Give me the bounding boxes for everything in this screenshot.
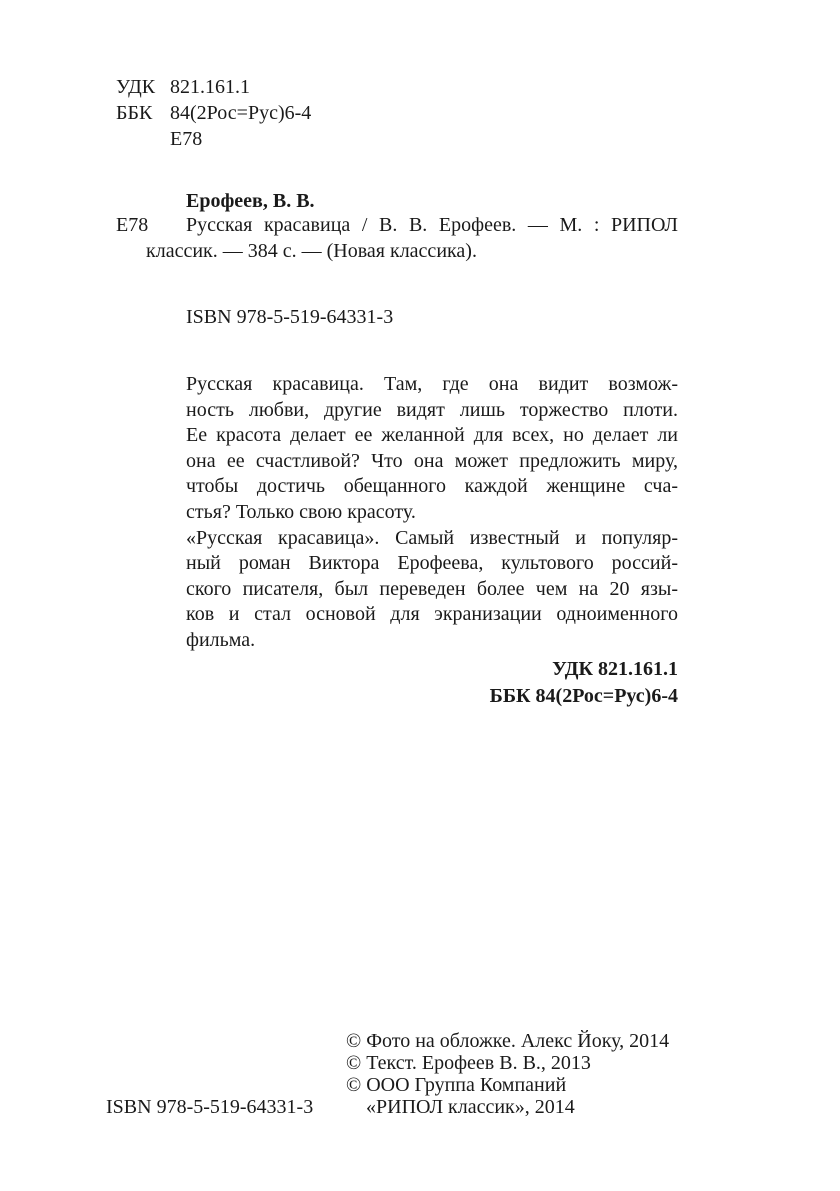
bbk-value: 84(2Рос=Рус)6-4 bbox=[170, 102, 312, 124]
annotation-line: стья? Только свою красоту. bbox=[186, 500, 416, 523]
annotation-line: «Русская красавица». Самый известный и популяр- bbox=[186, 526, 678, 549]
annotation-line: она ее счастливой? Что она может предложить миру, bbox=[186, 449, 678, 472]
copyright-block bbox=[346, 1030, 669, 1118]
udk-value: 821.161.1 bbox=[170, 76, 250, 98]
annotation-line: ского писателя, был переведен более чем на 20 язы- bbox=[186, 577, 678, 600]
bbk-footer: ББК 84(2Рос=Рус)6-4 bbox=[489, 685, 678, 707]
bibliography-author: Ерофеев, В. В. bbox=[186, 190, 315, 212]
author-mark: Е78 bbox=[170, 128, 203, 150]
bibliography-author-mark: Е78 bbox=[116, 214, 149, 236]
annotation-line: фильма. bbox=[186, 628, 256, 651]
annotation bbox=[186, 372, 678, 654]
annotation-line: ков и стал основой для экранизации одноименного bbox=[186, 603, 678, 626]
classification-header bbox=[116, 74, 311, 152]
annotation-line: чтобы достичь обещанного каждой женщине сча- bbox=[186, 475, 678, 498]
annotation-line: Русская красавица. Там, где она видит возмож- bbox=[186, 373, 678, 395]
annotation-line: ный роман Виктора Ерофеева, культового россий- bbox=[186, 552, 678, 575]
copyright-line: © ООО Группа Компаний bbox=[346, 1074, 567, 1096]
bibliography-description-line2: классик. — 384 с. — (Новая классика). bbox=[146, 240, 477, 262]
copyright-line: © Фото на обложке. Алекс Йоку, 2014 bbox=[346, 1030, 670, 1052]
annotation-line: Ее красота делает ее желанной для всех, но делает ли bbox=[186, 424, 678, 447]
author-mark-line bbox=[116, 126, 311, 152]
copyright-isbn: ISBN 978-5-519-64331-3 bbox=[106, 1096, 314, 1118]
bibliography-isbn: ISBN 978-5-519-64331-3 bbox=[186, 306, 394, 328]
udk-label: УДК bbox=[116, 76, 156, 98]
bbk-line bbox=[116, 100, 311, 126]
copyright-line: «РИПОЛ классик», 2014 bbox=[366, 1096, 575, 1118]
bbk-label: ББК bbox=[116, 102, 153, 124]
classification-footer bbox=[490, 656, 678, 710]
udk-footer: УДК 821.161.1 bbox=[552, 658, 678, 680]
bibliography-description-line1: Русская красавица / В. В. Ерофеев. — М. : РИПОЛ bbox=[186, 214, 678, 236]
copyright-line: © Текст. Ерофеев В. В., 2013 bbox=[346, 1052, 591, 1074]
udk-line bbox=[116, 74, 311, 100]
annotation-line: ность любви, другие видят лишь торжество плоти. bbox=[186, 398, 678, 421]
